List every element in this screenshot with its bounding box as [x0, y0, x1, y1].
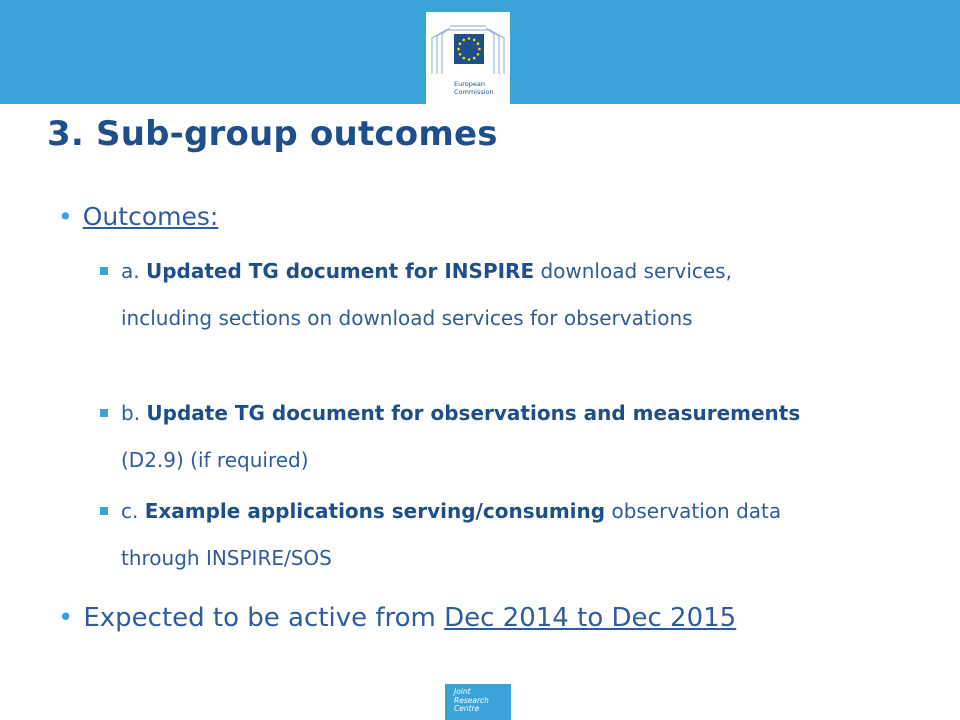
- sub-item-b-text: [121, 390, 820, 484]
- bullet-dot-icon: •: [58, 202, 73, 231]
- sub-item-c-rest: observation data through INSPIRE/SOS: [121, 499, 782, 570]
- expected-text: Expected to be active from: [83, 603, 445, 633]
- sub-item-a: [100, 248, 820, 342]
- sub-item-a-text: [121, 248, 820, 342]
- european-commission-logo: [426, 12, 510, 104]
- jrc-line3: Centre: [454, 704, 480, 713]
- sub-item-b-rest: (D2.9) (if required): [121, 448, 309, 472]
- sub-item-a-bold: Updated TG document for INSPIRE: [145, 259, 535, 283]
- sub-item-b: [100, 390, 820, 484]
- logo-text: [454, 80, 494, 96]
- sub-item-a-prefix: a.: [121, 259, 146, 283]
- bullet-dot-icon: •: [58, 603, 74, 633]
- sub-item-c-prefix: c.: [121, 499, 145, 523]
- jrc-line2: Research: [454, 695, 489, 705]
- square-bullet-icon: [100, 267, 108, 275]
- date-range-link[interactable]: Dec 2014 to Dec 2015: [444, 603, 737, 633]
- square-bullet-icon: [100, 507, 108, 515]
- outcomes-link[interactable]: Outcomes:: [82, 202, 219, 231]
- sub-item-c-text: [121, 488, 820, 582]
- bullet-outcomes: [58, 202, 218, 231]
- logo-text-line2: Commission: [454, 88, 494, 96]
- sub-item-c-bold: Example applications serving/consuming: [144, 499, 606, 523]
- sub-item-b-bold: Update TG document for observations and measurements: [146, 401, 801, 425]
- sub-item-a-rest: download services, including sections on download services for observations: [121, 259, 732, 330]
- slide-title: 3. Sub-group outcomes: [47, 114, 498, 154]
- square-bullet-icon: [100, 409, 108, 417]
- sub-item-c: [100, 488, 820, 582]
- bullet-expected: [58, 603, 736, 633]
- logo-text-line1: European: [454, 80, 485, 88]
- sub-item-b-prefix: b.: [121, 401, 147, 425]
- jrc-line1: Joint: [454, 687, 471, 696]
- jrc-logo: [445, 684, 511, 720]
